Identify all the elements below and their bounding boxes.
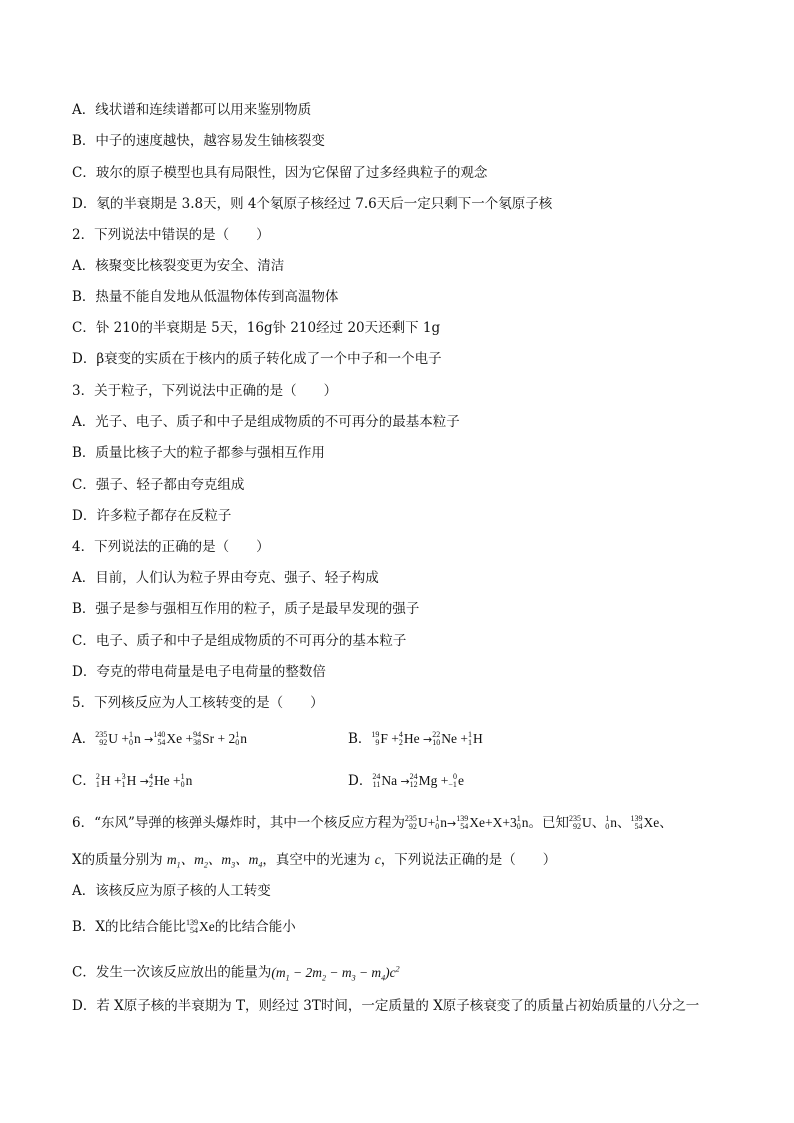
q6-nuclide-xe: 139 54 Xe — [630, 813, 660, 831]
q6-stem-text: 6．“东风”导弹的核弹头爆炸时，其中一个核反应方程为 — [72, 815, 405, 831]
q3-option-b: B．质量比核子大的粒子都参与强相互作用 — [72, 445, 325, 461]
q4-option-d: D．夸克的带电荷量是电子电荷量的整数倍 — [72, 664, 326, 680]
q5-option-d-equation: 24 11 Na → 24 12 Mg + 0 −1 e — [372, 771, 464, 789]
q2-option-d: D．β衰变的实质在于核内的质子转化成了一个中子和一个电子 — [72, 351, 442, 367]
q1-option-a: A．线状谱和连续谱都可以用来鉴别物质 — [72, 102, 312, 118]
q6-nuclide-n: 1 0 n — [605, 813, 617, 831]
q6-mass-intro: X的质量分别为 — [72, 852, 167, 868]
q3-option-c: C．强子、轻子都由夸克组成 — [72, 477, 245, 493]
q4-stem: 4．下列说法的正确的是（ ） — [72, 539, 270, 555]
q4-option-b: B．强子是参与强相互作用的粒子，质子是最早发现的强子 — [72, 601, 420, 617]
q6-option-c-text: C．发生一次该反应放出的能量为 — [72, 964, 272, 981]
q6-stem-line2 — [72, 850, 556, 876]
q6-mass-symbols: $m_1$、$m_2$、$m_3$、$m_4$ — [166, 852, 263, 870]
q2-option-a: A．核聚变比核裂变更为安全、清洁 — [72, 258, 285, 274]
q4-option-a: A．目前，人们认为粒子界由夸克、强子、轻子构成 — [72, 570, 379, 586]
q6-option-b-text-end: 的比结合能小 — [214, 919, 296, 935]
q3-option-a: A．光子、电子、质子和中子是组成物质的不可再分的最基本粒子 — [72, 414, 460, 430]
q6-question-end: ，下列说法正确的是（ ） — [380, 852, 557, 868]
q5-option-b-equation: 19 9 F + 4 2 He → 22 10 Ne + 1 1 H — [371, 729, 483, 747]
q6-option-b — [72, 917, 296, 937]
q5-option-c-equation: 2 1 H + 3 1 H → 4 2 He + 1 0 n — [95, 771, 193, 789]
q5-option-a-equation: 235 92 U + 1 0 n → 140 54 Xe + 94 38 Sr + 2 1 0 n — [95, 729, 247, 747]
q2-option-b: B．热量不能自发地从低温物体传到高温物体 — [72, 289, 339, 305]
q6-stem-known: 。已知 — [528, 815, 569, 831]
q6-option-b-nuclide: 139 54 Xe — [186, 917, 215, 935]
q1-option-c: C．玻尔的原子模型也具有局限性，因为它保留了过多经典粒子的观念 — [72, 165, 488, 181]
q6-reaction-equation: 235 92 U+ 1 0 n→ 139 54 Xe+X+3 1 0 n — [404, 813, 529, 831]
q6-option-a: A．该核反应为原子核的人工转变 — [72, 883, 271, 899]
q6-nuclide-u: 235 92 U — [568, 813, 592, 831]
q1-option-d: D．氡的半衰期是 3.8天，则 4个氡原子核经过 7.6天后一定只剩下一个氡原子核 — [72, 196, 553, 212]
q6-option-b-text: B．X的比结合能比 — [72, 919, 187, 935]
q5-row-cd — [72, 771, 464, 792]
q5-row-ab — [72, 729, 483, 750]
q5-option-a-label: A． — [72, 731, 96, 747]
q5-option-c-label: C． — [72, 773, 96, 789]
q6-option-d: D．若 X原子核的半衰期为 T，则经过 3T时间，一定质量的 X原子核衰变了的质量占初始质量的八分之一 — [72, 998, 700, 1014]
q5-option-d-label: D． — [348, 773, 373, 789]
q5-option-b-label: B． — [348, 731, 372, 747]
q5-option-b — [348, 729, 483, 750]
q6-light-speed-text: ，真空中的光速为 — [262, 852, 375, 868]
q5-option-d — [348, 771, 464, 792]
q2-option-c: C．钋 210的半衰期是 5天，16g钋 210经过 20天还剩下 1g — [72, 320, 441, 336]
q6-separator: 、 — [591, 815, 606, 831]
q3-stem: 3．关于粒子，下列说法中正确的是（ ） — [72, 383, 338, 399]
q6-light-speed-symbol: c — [374, 852, 381, 867]
q5-stem: 5．下列核反应为人工核转变的是（ ） — [72, 695, 324, 711]
q6-separator: 、 — [659, 815, 673, 831]
q2-stem: 2．下列说法中错误的是（ ） — [72, 227, 270, 243]
q6-option-c-formula: $(m_1 - 2m_2 - m_3 - m_4)c^2$ — [271, 964, 400, 983]
q1-option-b: B．中子的速度越快，越容易发生铀核裂变 — [72, 133, 325, 149]
q6-separator: 、 — [616, 815, 631, 831]
q4-option-c: C．电子、质子和中子是组成物质的不可再分的基本粒子 — [72, 633, 407, 649]
q6-option-c — [72, 959, 400, 988]
q6-stem-line1 — [72, 813, 673, 834]
q3-option-d: D．许多粒子都存在反粒子 — [72, 508, 232, 524]
